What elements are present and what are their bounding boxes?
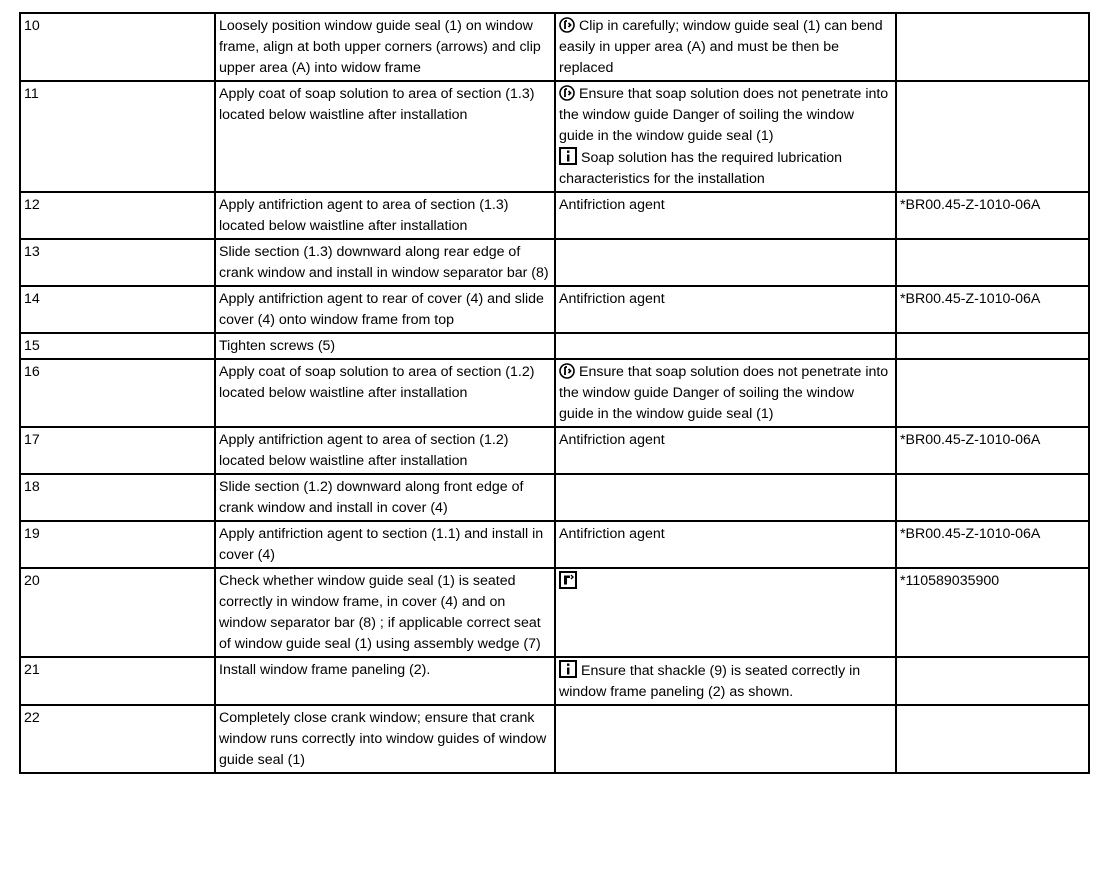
step-number: 16 [24,364,40,380]
step-number-cell [20,427,215,474]
note-line [559,362,892,425]
action-text: Slide section (1.2) downward along front edge of crank window and install in cover (4) [219,479,524,516]
note-text: Soap solution has the required lubrication characteristics for the installation [559,150,843,187]
step-number-cell [20,81,215,192]
reference-text: *BR00.45-Z-1010-06A [900,291,1041,307]
action-text: Install window frame paneling (2). [219,662,431,678]
table-row [20,81,1089,192]
action-text: Apply antifriction agent to area of section (1.3) located below waistline after installation [219,197,509,234]
note-text: Clip in carefully; window guide seal (1) can bend easily in upper area (A) and must be then be replaced [559,18,883,76]
note-text: Ensure that soap solution does not penetrate into the window guide Danger of soiling the window guide in the window guide seal (1) [559,86,889,144]
procedure-table-body [20,13,1089,773]
note-text: Antifriction agent [559,526,665,542]
step-number: 19 [24,526,40,542]
reference-text: *110589035900 [900,573,1000,589]
step-number: 15 [24,338,40,354]
note-line [559,16,892,79]
action-cell [215,239,555,286]
step-number: 17 [24,432,40,448]
note-line [559,660,892,703]
step-number-cell [20,333,215,359]
notes-cell [555,474,896,521]
step-number: 13 [24,244,40,260]
action-cell [215,333,555,359]
action-text: Slide section (1.3) downward along rear edge of crank window and install in window separator bar (8) [219,244,549,281]
info-icon [559,660,577,678]
caution-icon [559,17,575,33]
step-number: 12 [24,197,40,213]
step-number-cell [20,192,215,239]
table-row [20,192,1089,239]
tool-icon [559,571,577,589]
table-row [20,427,1089,474]
notes-cell [555,192,896,239]
reference-cell [896,657,1089,705]
step-number-cell [20,657,215,705]
action-cell [215,705,555,773]
table-row [20,286,1089,333]
action-cell [215,13,555,81]
notes-cell [555,333,896,359]
reference-cell [896,568,1089,657]
note-text: Antifriction agent [559,291,665,307]
notes-cell [555,705,896,773]
action-cell [215,81,555,192]
step-number: 20 [24,573,40,589]
action-text: Completely close crank window; ensure that crank window runs correctly into window guides of window guide seal (1) [219,710,547,768]
action-text: Apply antifriction agent to area of section (1.2) located below waistline after installation [219,432,509,469]
reference-text: *BR00.45-Z-1010-06A [900,197,1041,213]
step-number-cell [20,239,215,286]
notes-cell [555,81,896,192]
note-line [559,84,892,147]
notes-cell [555,568,896,657]
table-row [20,474,1089,521]
notes-cell [555,359,896,427]
action-cell [215,427,555,474]
step-number-cell [20,705,215,773]
reference-text: *BR00.45-Z-1010-06A [900,526,1041,542]
note-text: Antifriction agent [559,432,665,448]
table-row [20,705,1089,773]
action-text: Check whether window guide seal (1) is seated correctly in window frame, in cover (4) and on window separator bar (8) ; if applicable correct seat of window guide seal (1) using assembly wedge (7) [219,573,541,652]
action-cell [215,192,555,239]
table-row [20,13,1089,81]
reference-cell [896,192,1089,239]
action-text: Apply coat of soap solution to area of section (1.3) located below waistline after installation [219,86,535,123]
action-cell [215,657,555,705]
table-row [20,333,1089,359]
step-number: 22 [24,710,40,726]
note-text: Ensure that shackle (9) is seated correctly in window frame paneling (2) as shown. [559,663,861,700]
caution-icon [559,85,575,101]
note-line [559,524,892,545]
reference-cell [896,239,1089,286]
step-number-cell [20,568,215,657]
step-number: 18 [24,479,40,495]
step-number: 14 [24,291,40,307]
reference-cell [896,705,1089,773]
step-number-cell [20,521,215,568]
notes-cell [555,286,896,333]
action-cell [215,359,555,427]
step-number-cell [20,474,215,521]
reference-cell [896,81,1089,192]
caution-icon [559,363,575,379]
note-line [559,195,892,216]
reference-cell [896,521,1089,568]
table-row [20,521,1089,568]
note-line [559,289,892,310]
notes-cell [555,13,896,81]
action-cell [215,286,555,333]
note-line [559,147,892,190]
reference-cell [896,13,1089,81]
step-number-cell [20,13,215,81]
step-number-cell [20,286,215,333]
reference-cell [896,359,1089,427]
note-text: Ensure that soap solution does not penetrate into the window guide Danger of soiling the window guide in the window guide seal (1) [559,364,889,422]
note-line [559,430,892,451]
step-number: 11 [24,86,39,102]
info-icon [559,147,577,165]
note-line [559,571,892,593]
step-number-cell [20,359,215,427]
table-row [20,359,1089,427]
action-text: Apply coat of soap solution to area of section (1.2) located below waistline after installation [219,364,535,401]
step-number: 10 [24,18,40,34]
notes-cell [555,657,896,705]
reference-cell [896,427,1089,474]
notes-cell [555,239,896,286]
reference-cell [896,286,1089,333]
action-text: Apply antifriction agent to rear of cover (4) and slide cover (4) onto window frame from top [219,291,544,328]
note-text: Antifriction agent [559,197,665,213]
action-cell [215,521,555,568]
table-row [20,568,1089,657]
reference-text: *BR00.45-Z-1010-06A [900,432,1041,448]
notes-cell [555,427,896,474]
action-cell [215,568,555,657]
reference-cell [896,333,1089,359]
action-text: Apply antifriction agent to section (1.1) and install in cover (4) [219,526,544,563]
table-row [20,239,1089,286]
reference-cell [896,474,1089,521]
action-text: Loosely position window guide seal (1) on window frame, align at both upper corners (arrows) and clip upper area (A) into widow frame [219,18,541,76]
table-row [20,657,1089,705]
step-number: 21 [24,662,40,678]
procedure-table [19,12,1090,774]
action-text: Tighten screws (5) [219,338,336,354]
notes-cell [555,521,896,568]
action-cell [215,474,555,521]
